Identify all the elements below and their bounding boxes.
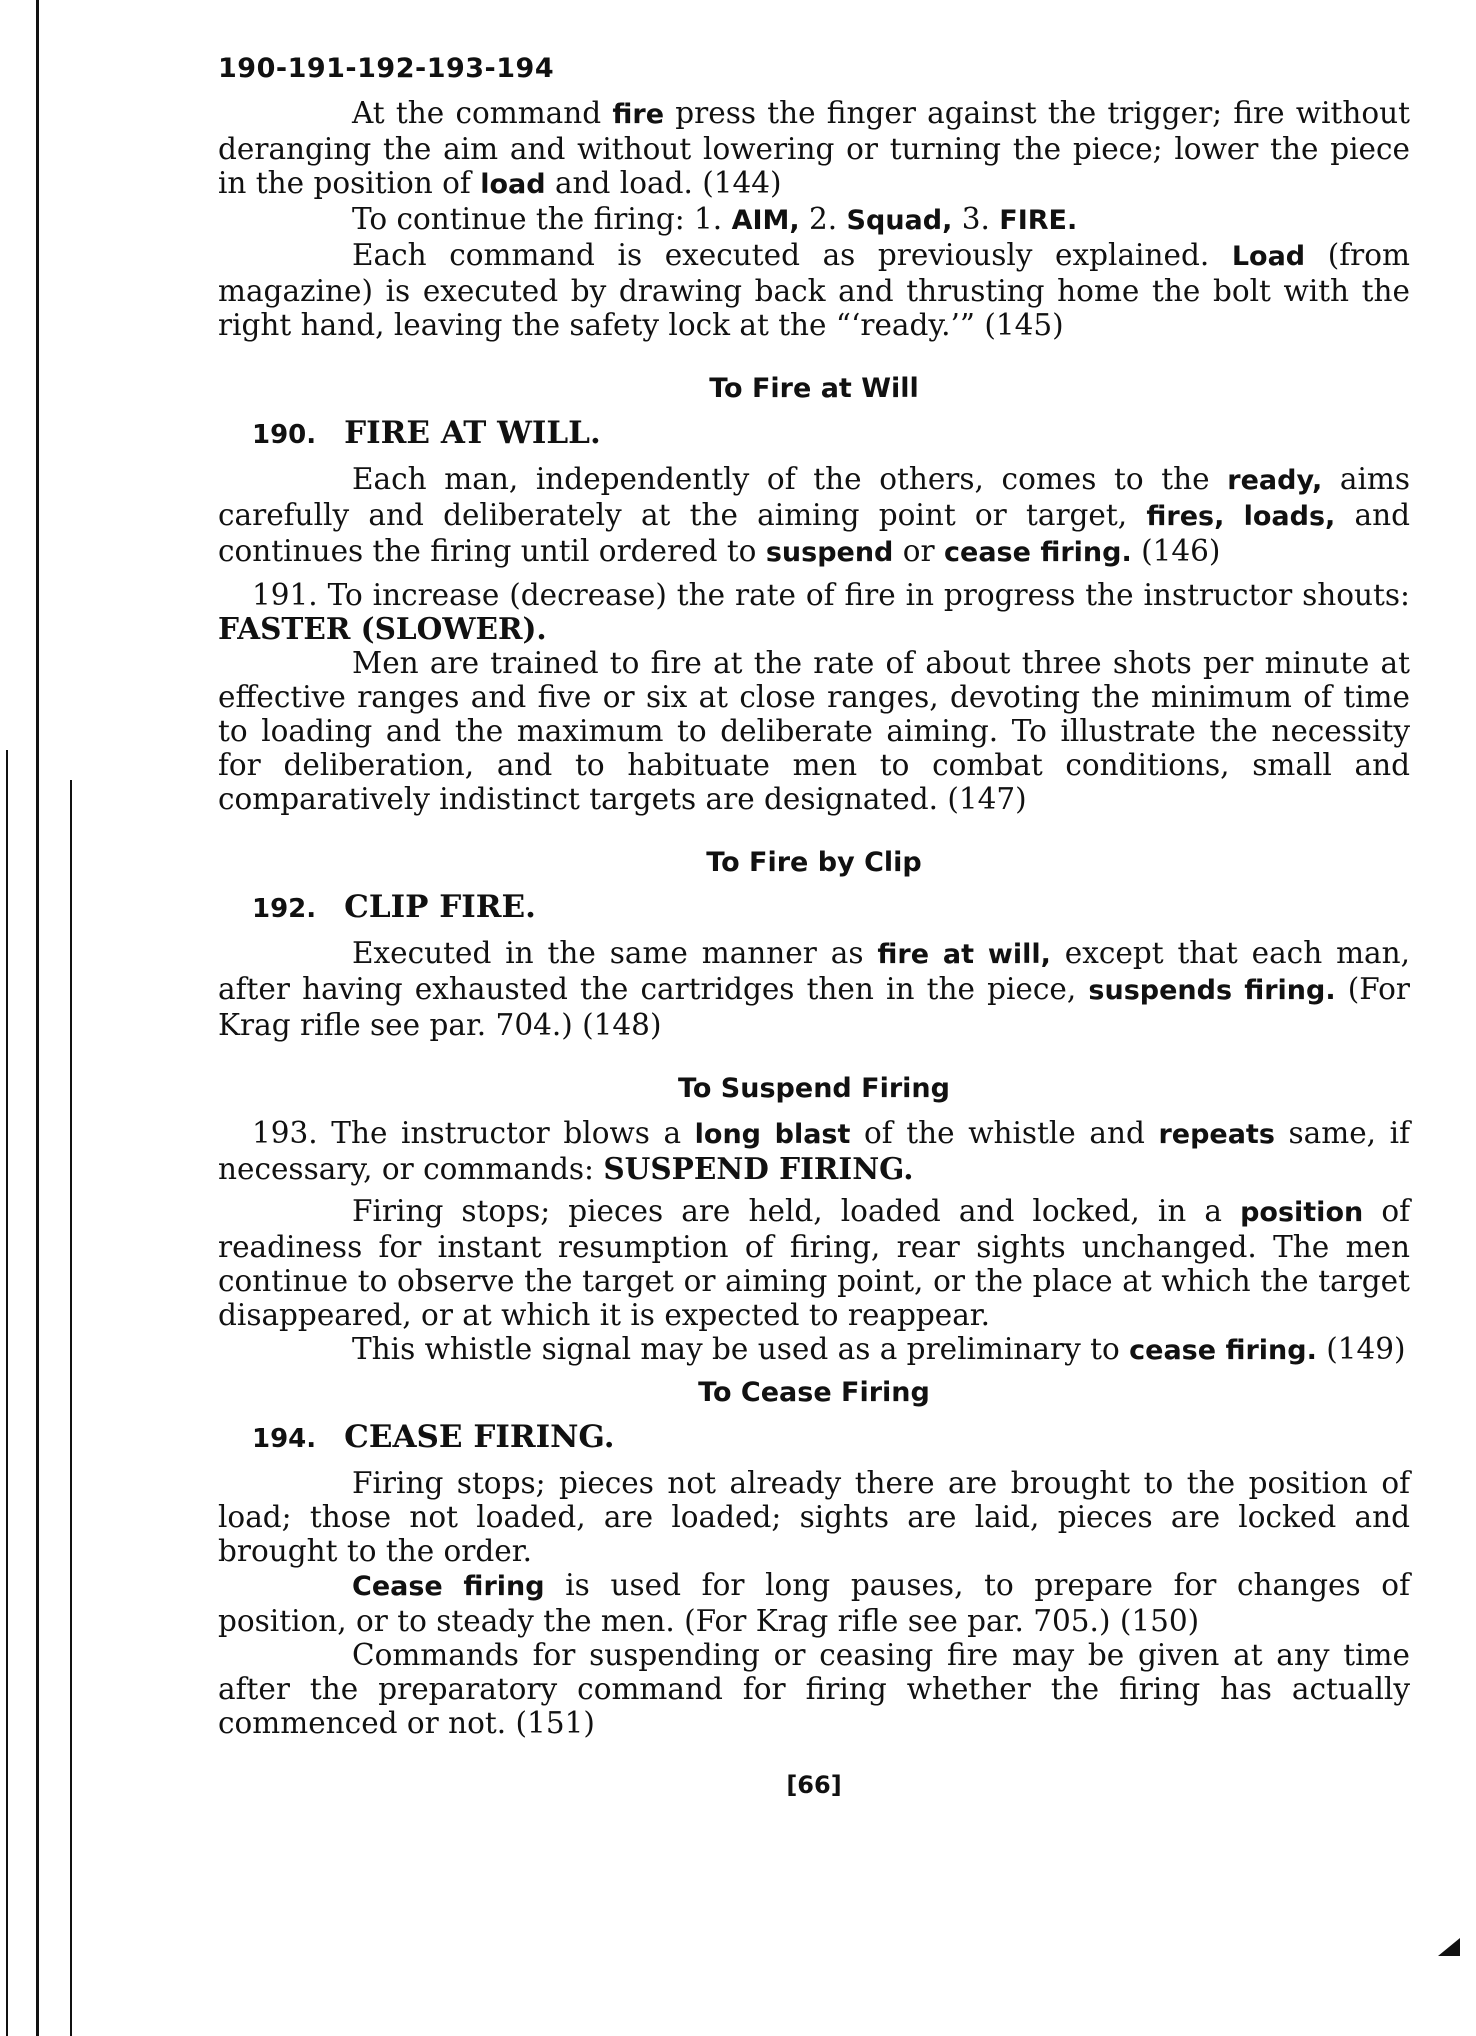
paragraph-147: Men are trained to fire at the rate of about three shots per minute at effective ranges and five or six at close ranges, devoting the minimum of time to loading and the maximum to deliberate aiming. To illustrate the necessity for deliberation, and to habituate men to combat conditions, small and comparatively indistinct targets are designated. (147) bbox=[218, 646, 1410, 816]
command-194: 194. CEASE FIRING. bbox=[252, 1419, 615, 1455]
binding-edge-line bbox=[36, 0, 39, 2036]
paragraph-range-header: 190-191-192-193-194 bbox=[218, 53, 555, 84]
binding-edge-line-outer bbox=[6, 750, 8, 2036]
paragraph-146: Each man, independently of the others, comes to the ready, aims carefully and deliberately at the aiming point or target, fires, loads, and continues the firing until ordered to suspend or cease firing. (146) bbox=[218, 462, 1410, 568]
page-corner-mark bbox=[1438, 1938, 1460, 1956]
heading-suspend-firing: To Suspend Firing bbox=[678, 1073, 950, 1104]
command-192: 192. CLIP FIRE. bbox=[252, 889, 536, 925]
paragraph-continue-firing: To continue the firing: 1. AIM, 2. Squad, 3. FIRE. bbox=[352, 202, 1078, 236]
paragraph-191: 191. To increase (decrease) the rate of fire in progress the instructor shouts: FASTER (SLOWER). bbox=[218, 578, 1410, 646]
binding-edge-line-inner bbox=[70, 780, 72, 2036]
page-number: [66] bbox=[786, 1771, 842, 1799]
paragraph-151: Commands for suspending or ceasing fire may be given at any time after the preparatory command for firing whether the firing has actually commenced or not. (151) bbox=[218, 1638, 1410, 1740]
heading-fire-at-will: To Fire at Will bbox=[709, 373, 919, 404]
document-page bbox=[218, 52, 1410, 1802]
paragraph-150: Cease firing is used for long pauses, to prepare for changes of position, or to steady the men. (For Krag rifle see par. 705.) (150) bbox=[218, 1568, 1410, 1638]
paragraph-144: At the command fire press the finger against the trigger; fire without deranging the aim and without lowering or turning the piece; lower the piece in the position of load and load. (144) bbox=[218, 96, 1410, 200]
heading-fire-by-clip: To Fire by Clip bbox=[706, 847, 922, 878]
heading-cease-firing: To Cease Firing bbox=[698, 1377, 930, 1408]
command-190: 190. FIRE AT WILL. bbox=[252, 415, 601, 451]
paragraph-firing-stops: Firing stops; pieces are held, loaded and locked, in a position of readiness for instant resumption of firing, rear sights unchanged. The men continue to observe the target or aiming point, or the place at which the target disappeared, or at which it is expected to reappear. bbox=[218, 1194, 1410, 1332]
paragraph-145: Each command is executed as previously explained. Load (from magazine) is executed by drawing back and thrusting home the bolt with the right hand, leaving the safety lock at the “‘ready.’” (145) bbox=[218, 238, 1410, 342]
paragraph-148: Executed in the same manner as fire at will, except that each man, after having exhausted the cartridges then in the piece, suspends firing. (For Krag rifle see par. 704.) (148) bbox=[218, 936, 1411, 1042]
paragraph-149: This whistle signal may be used as a preliminary to cease firing. (149) bbox=[352, 1332, 1406, 1366]
paragraph-193: 193. The instructor blows a long blast of the whistle and repeats same, if necessary, or commands: SUSPEND FIRING. bbox=[218, 1116, 1410, 1186]
paragraph-cease-firing-stops: Firing stops; pieces not already there are brought to the position of load; those not loaded, are loaded; sights are laid, pieces are locked and brought to the order. bbox=[218, 1466, 1410, 1568]
